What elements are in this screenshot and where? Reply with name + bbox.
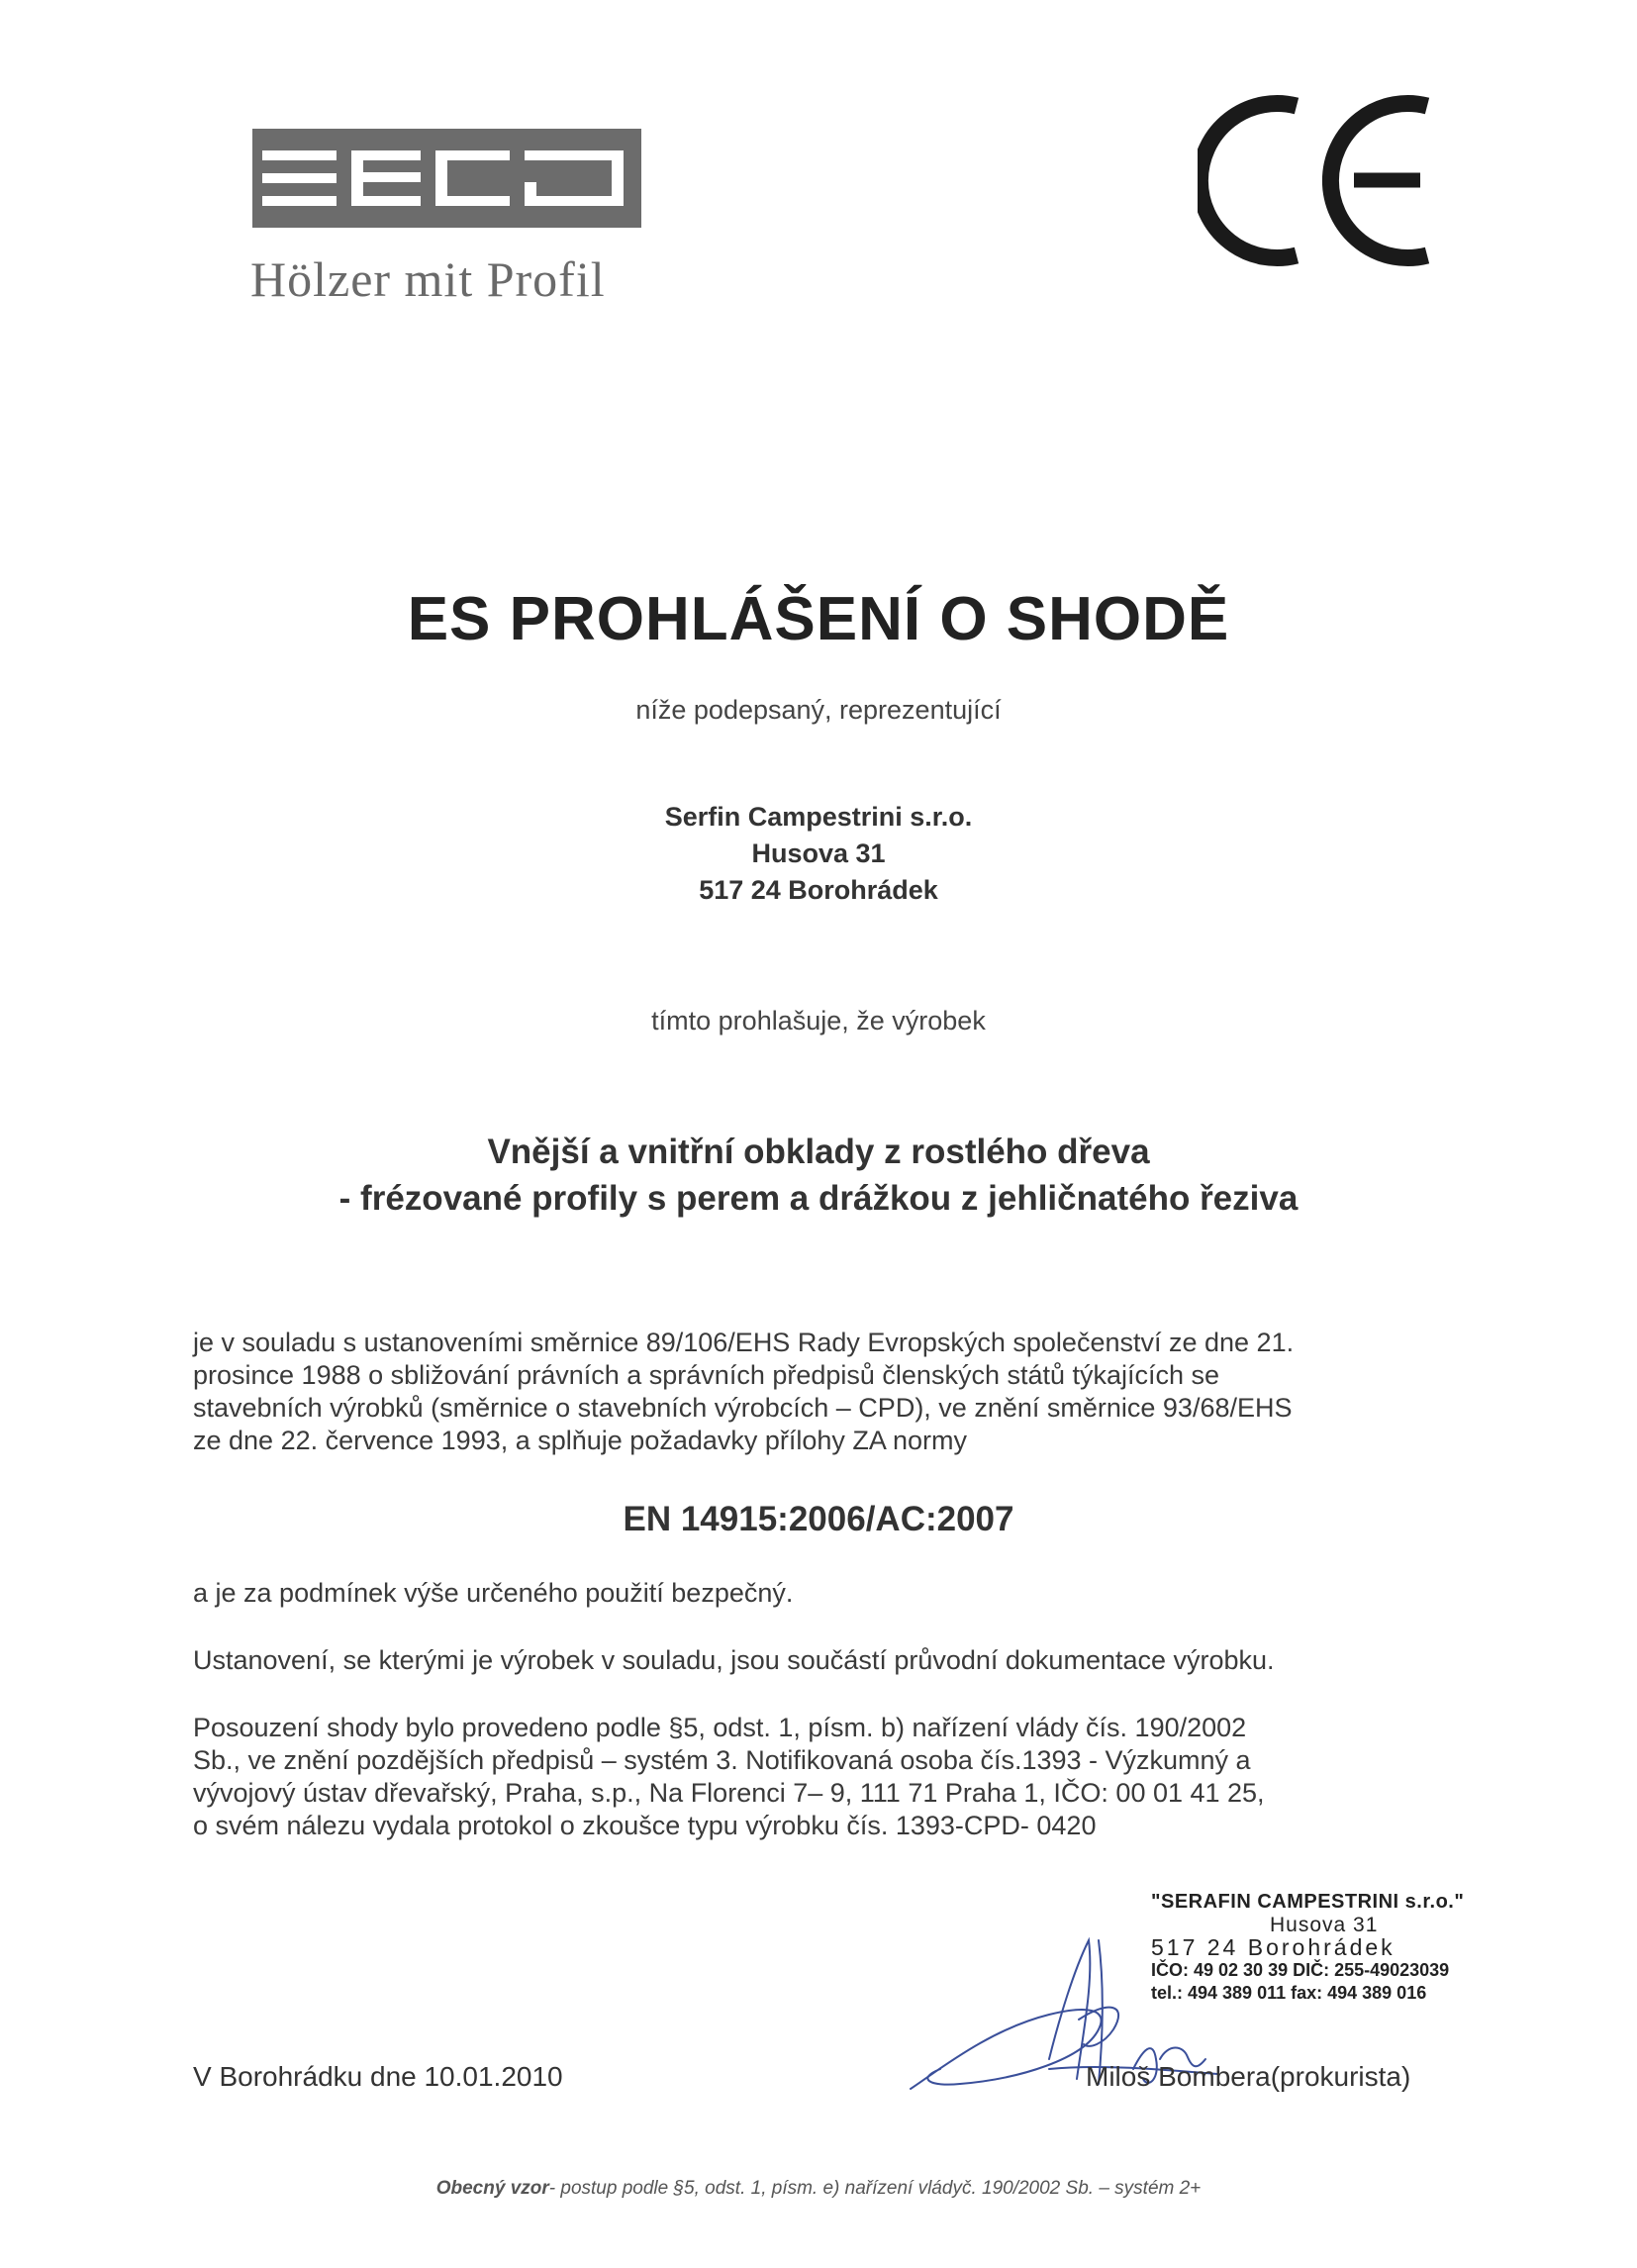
- company-name: Serfin Campestrini s.r.o.: [664, 802, 973, 832]
- declaration-text: tímto prohlašuje, že výrobek: [651, 1006, 986, 1035]
- footer-bold: Obecný vzor: [435, 2178, 549, 2199]
- documentation-text: Ustanovení, se kterými je výrobek v souladu, jsou součástí průvodní dokumentace výrobku.: [193, 1645, 1275, 1675]
- stamp-street: Husova 31: [1270, 1914, 1379, 1936]
- stamp-ids: IČO: 49 02 30 39 DIČ: 255-49023039: [1151, 1960, 1450, 1980]
- signer-name: Miloš Bombera(prokurista): [1086, 2061, 1411, 2092]
- assessment-line: Sb., ve znění pozdějších předpisů – systém 3. Notifikovaná osoba čís.1393 - Výzkumný a: [193, 1745, 1251, 1775]
- compliance-line: ze dne 22. července 1993, a splňuje požadavky přílohy ZA normy: [193, 1426, 967, 1455]
- product-line-2: - frézované profily s perem a drážkou z jehličnatého řeziva: [338, 1179, 1299, 1218]
- intro-text: níže podepsaný, reprezentující: [635, 695, 1002, 725]
- footer-note: [0, 2178, 1637, 2200]
- compliance-line: prosince 1988 o sbližování právních a správních předpisů členských států týkajících se: [193, 1360, 1220, 1390]
- norm-number: EN 14915:2006/AC:2007: [623, 1500, 1014, 1538]
- assessment-line: o svém nálezu vydala protokol o zkoušce typu výrobku čís. 1393-CPD- 0420: [193, 1811, 1097, 1840]
- logo-tagline: Hölzer mit Profil: [250, 251, 606, 307]
- ce-mark-icon: [1198, 94, 1435, 267]
- safety-text: a je za podmínek výše určeného použití bezpečný.: [193, 1578, 794, 1608]
- place-date: V Borohrádku dne 10.01.2010: [193, 2061, 563, 2092]
- seca-logo: [252, 129, 641, 228]
- stamp-phones: tel.: 494 389 011 fax: 494 389 016: [1151, 1983, 1427, 2003]
- product-line-1: Vnější a vnitřní obklady z rostlého dřeva: [487, 1133, 1150, 1171]
- assessment-line: Posouzení shody bylo provedeno podle §5, odst. 1, písm. b) nařízení vlády čís. 190/2002: [193, 1713, 1247, 1742]
- compliance-line: stavebních výrobků (směrnice o stavebních výrobcích – CPD), ve znění směrnice 93/68/EHS: [193, 1393, 1293, 1423]
- stamp-name: "SERAFIN CAMPESTRINI s.r.o.": [1151, 1891, 1465, 1913]
- footer-rest: - postup podle §5, odst. 1, písm. e) nařízení vládyč. 190/2002 Sb. – systém 2+: [548, 2178, 1202, 2199]
- compliance-line: je v souladu s ustanoveními směrnice 89/106/EHS Rady Evropských společenství ze dne 21.: [193, 1328, 1295, 1357]
- document-title: ES PROHLÁŠENÍ O SHODĚ: [407, 585, 1230, 653]
- assessment-paragraph: [193, 1712, 1445, 1842]
- company-city: 517 24 Borohrádek: [699, 875, 938, 905]
- company-street: Husova 31: [751, 838, 886, 868]
- compliance-paragraph: [193, 1327, 1445, 1457]
- stamp-city: 517 24 Borohrádek: [1151, 1934, 1396, 1960]
- assessment-line: vývojový ústav dřevařský, Praha, s.p., Na Florenci 7– 9, 111 71 Praha 1, IČO: 00 01 41 25,: [193, 1778, 1265, 1808]
- product-description: [0, 1129, 1637, 1222]
